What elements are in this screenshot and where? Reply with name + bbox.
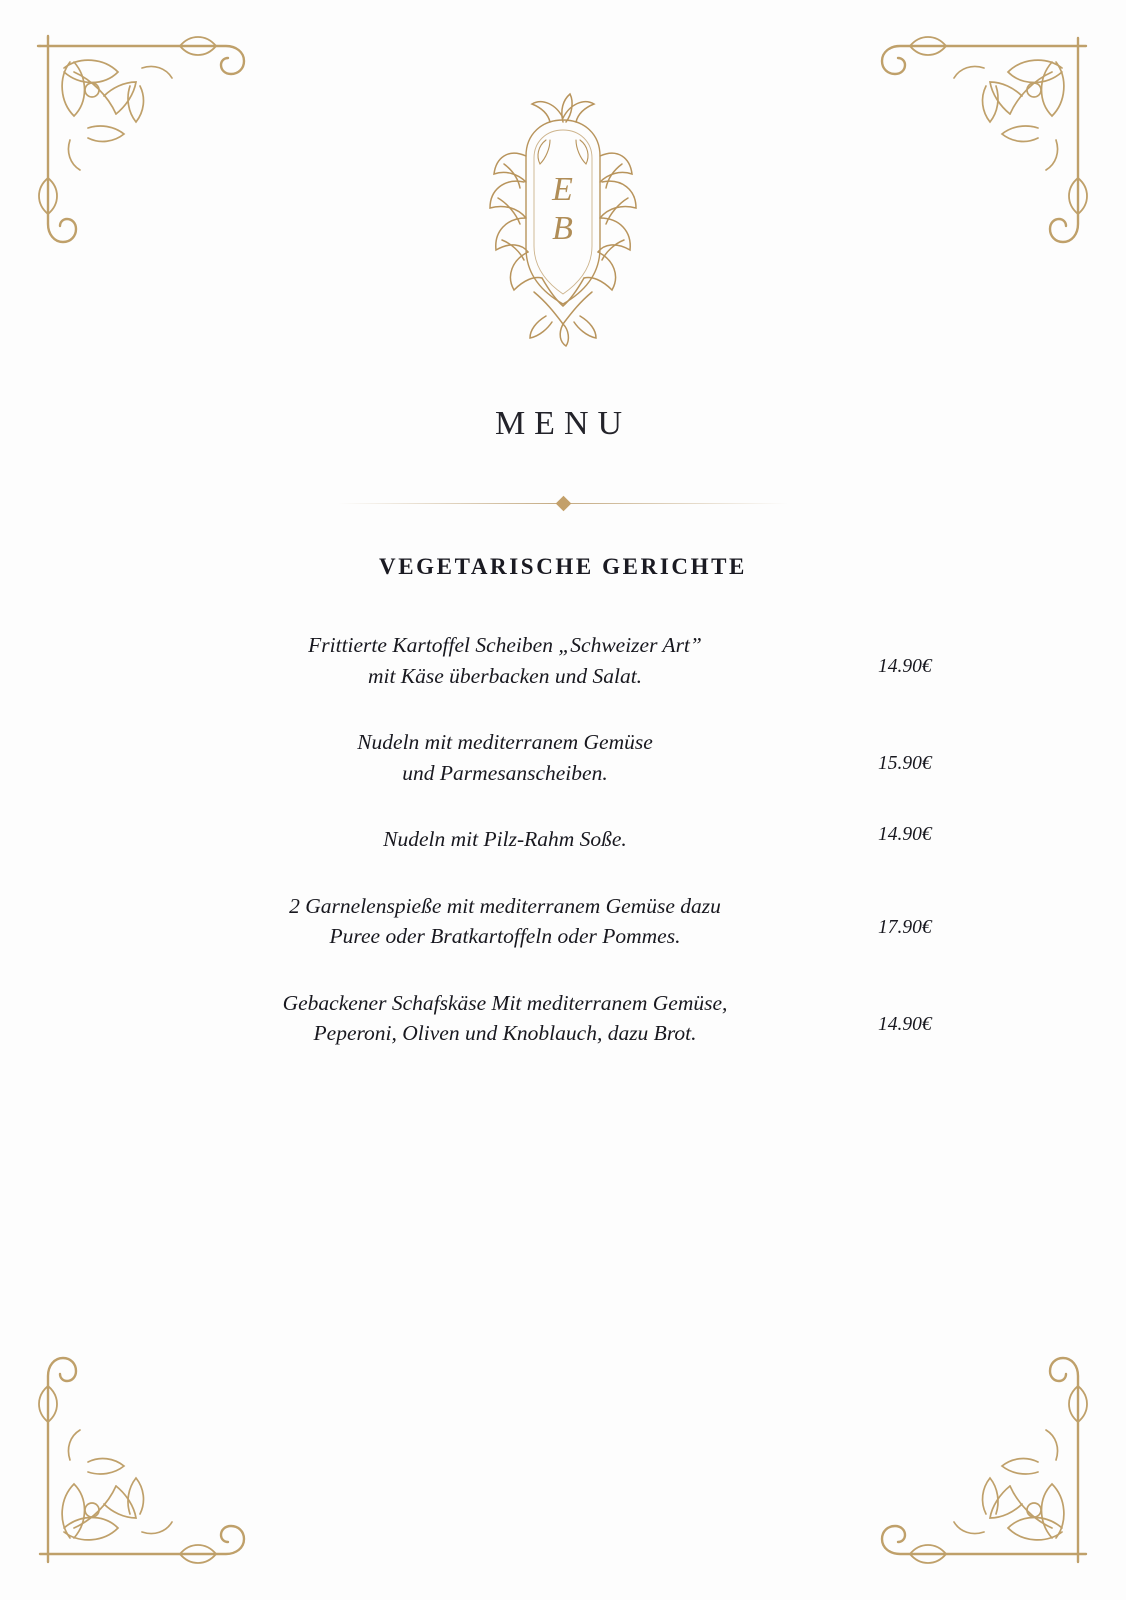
- page-title: MENU: [494, 405, 632, 442]
- menu-item-price: 14.90€: [878, 824, 932, 846]
- menu-item-description: [150, 630, 860, 691]
- menu-item-description: [150, 891, 860, 952]
- monogram-line-1: E: [552, 171, 574, 208]
- monogram-line-2: B: [552, 210, 574, 248]
- floral-crest-emblem-icon: [438, 78, 688, 368]
- menu-item-description: [150, 988, 860, 1049]
- corner-flourish-icon-top-left: [30, 28, 260, 258]
- menu-item-line-1: 2 Garnelenspieße mit mediterranem Gemüse dazu: [289, 893, 721, 918]
- menu-item-price: 14.90€: [878, 656, 932, 677]
- menu-item-description: [150, 727, 860, 788]
- menu-item-line-2: und Parmesanscheiben.: [402, 760, 608, 785]
- menu-item-price: 17.90€: [878, 916, 932, 938]
- menu-item: [150, 891, 976, 952]
- menu-item: [150, 630, 976, 691]
- corner-flourish-icon-bottom-left: [30, 1342, 260, 1572]
- menu-item-line-1: Frittierte Kartoffel Scheiben „Schweizer Art”: [308, 633, 702, 657]
- divider-diamond: [555, 496, 571, 512]
- menu-item-price: 15.90€: [878, 753, 932, 775]
- menu-item: [150, 988, 976, 1049]
- menu-item-line-2: mit Käse überbacken und Salat.: [367, 663, 643, 688]
- menu-item-line-2: Puree oder Bratkartoffeln oder Pommes.: [329, 924, 681, 949]
- menu-item: [150, 824, 976, 855]
- corner-flourish-icon-top-right: [866, 28, 1096, 258]
- menu-item-description: [150, 824, 860, 855]
- menu-items-list: [150, 630, 976, 1085]
- menu-item-price: 14.90€: [878, 1013, 932, 1035]
- menu-item-line-2: Peperoni, Oliven und Knoblauch, dazu Brot.: [313, 1021, 697, 1046]
- corner-flourish-icon-bottom-right: [866, 1342, 1096, 1572]
- menu-item: [150, 727, 976, 788]
- menu-item-line-1: Gebackener Schafskäse Mit mediterranem Gemüse,: [282, 990, 728, 1015]
- menu-item-line-1: Nudeln mit Pilz-Rahm Soße.: [383, 827, 627, 852]
- diamond-divider-icon: [338, 497, 788, 511]
- monogram: [438, 170, 688, 248]
- menu-item-line-1: Nudeln mit mediterranem Gemüse: [357, 730, 653, 755]
- section-heading: VEGETARISCHE GERICHTE: [379, 554, 747, 579]
